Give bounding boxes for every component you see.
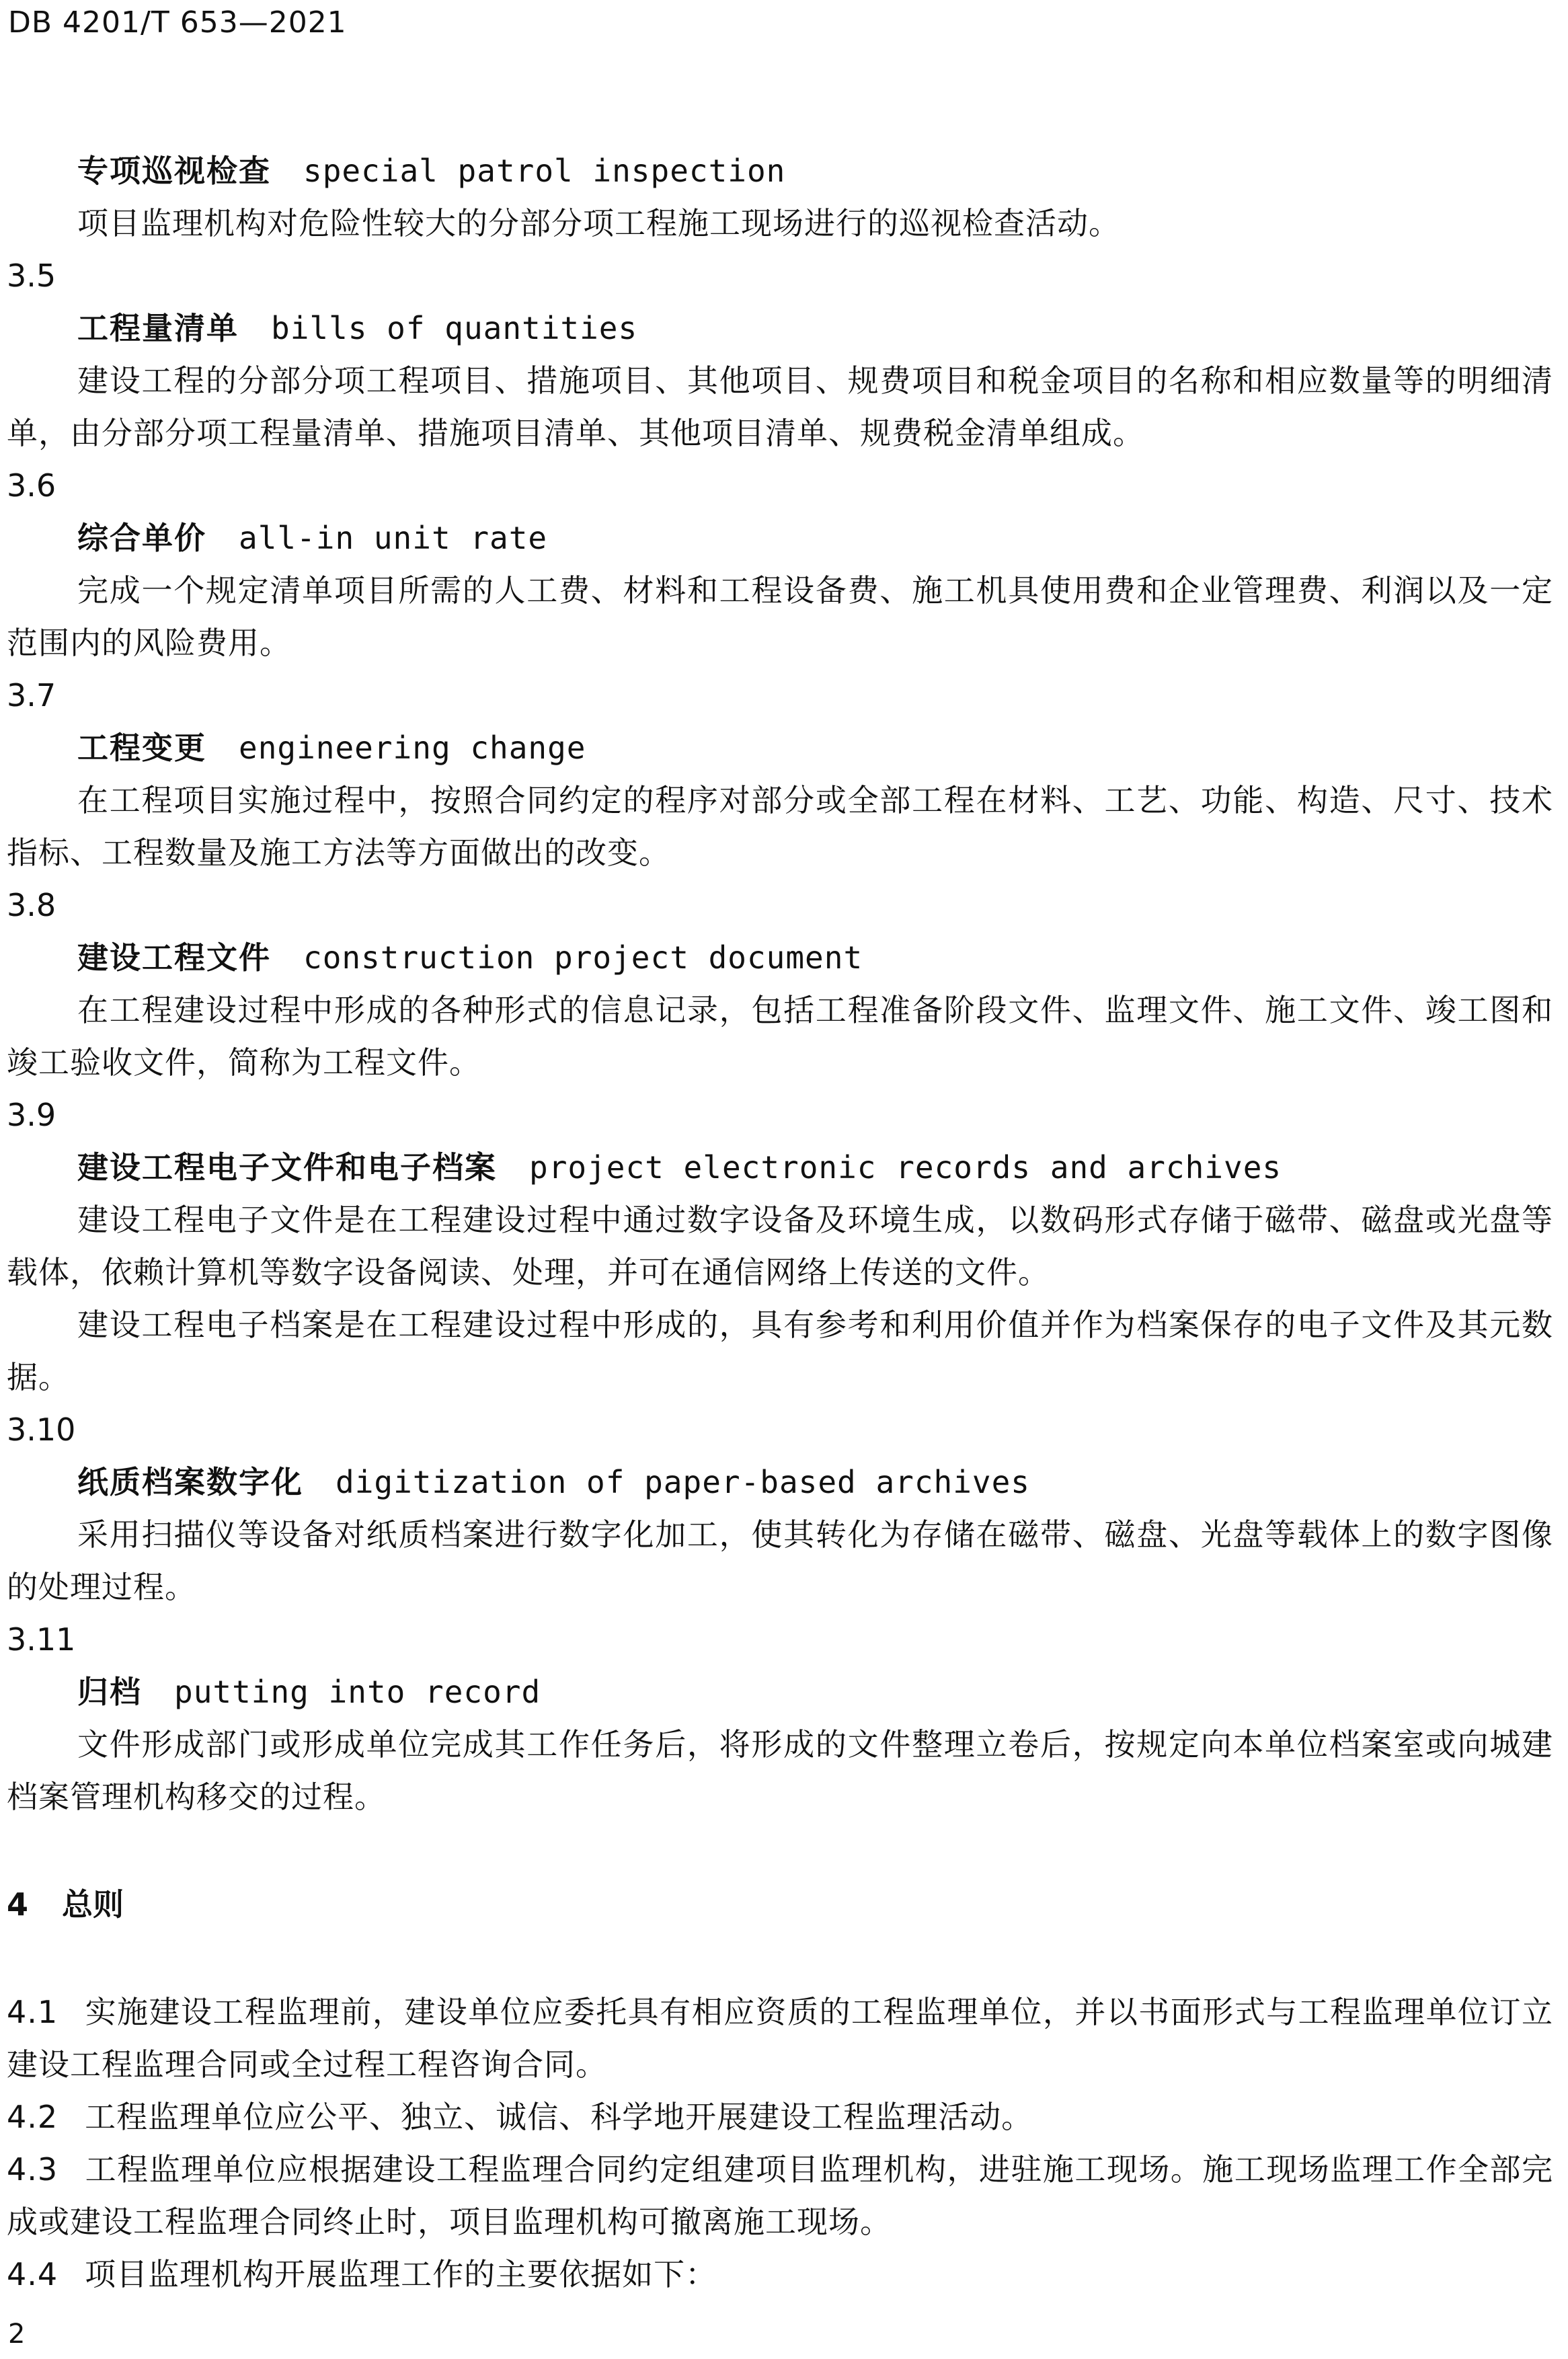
term-chinese: 建设工程电子文件和电子档案	[77, 1149, 497, 1186]
term-heading	[7, 302, 1553, 354]
term-english: engineering change	[239, 730, 586, 766]
clause-text: 工程监理单位应公平、独立、诚信、科学地开展建设工程监理活动。	[85, 2099, 1033, 2135]
term-chinese: 工程变更	[77, 730, 206, 766]
term-definition: 建设工程的分部分项工程项目、措施项目、其他项目、规费项目和税金项目的名称和相应数量等的明细清单，由分部分项工程量清单、措施项目清单、其他项目清单、规费税金清单组成。	[7, 362, 1553, 451]
term-definition: 建设工程电子档案是在工程建设过程中形成的，具有参考和利用价值并作为档案保存的电子文件及其元数据。	[7, 1307, 1553, 1395]
term-heading	[7, 1666, 1553, 1718]
chapter-title: 总则	[62, 1886, 124, 1923]
term-definition: 在工程项目实施过程中，按照合同约定的程序对部分或全部工程在材料、工艺、功能、构造、尺寸、技术指标、工程数量及施工方法等方面做出的改变。	[7, 782, 1553, 871]
term-number: 3.11	[7, 1621, 76, 1658]
term-number: 3.10	[7, 1411, 76, 1448]
term-heading	[7, 512, 1553, 564]
clause	[7, 2143, 1553, 2248]
clause-text: 项目监理机构开展监理工作的主要依据如下：	[85, 2256, 717, 2292]
clause-number: 4.3	[7, 2151, 58, 2188]
clause-number: 4.1	[7, 1994, 58, 2030]
term-heading	[7, 1141, 1553, 1194]
term-definition: 文件形成部门或形成单位完成其工作任务后，将形成的文件整理立卷后，按规定向本单位档案室或向城建档案管理机构移交的过程。	[7, 1726, 1553, 1815]
term-heading	[7, 931, 1553, 984]
document-code-header: DB 4201/T 653—2021	[8, 5, 347, 40]
clause-number: 4.2	[7, 2099, 58, 2135]
term-english: digitization of paper-based archives	[336, 1464, 1030, 1500]
clause	[7, 2248, 1553, 2300]
term-heading	[7, 1456, 1553, 1508]
term-definition: 项目监理机构对危险性较大的分部分项工程施工现场进行的巡视检查活动。	[77, 205, 1120, 241]
term-definition: 建设工程电子文件是在工程建设过程中通过数字设备及环境生成，以数码形式存储于磁带、磁盘或光盘等载体，依赖计算机等数字设备阅读、处理，并可在通信网络上传送的文件。	[7, 1202, 1553, 1290]
document-body	[7, 145, 1553, 2300]
chapter-heading	[7, 1878, 1553, 1931]
term-number: 3.6	[7, 467, 56, 504]
term-number: 3.7	[7, 677, 56, 713]
term-heading	[7, 145, 1553, 197]
term-chinese: 纸质档案数字化	[77, 1464, 303, 1500]
page-number: 2	[8, 2319, 26, 2350]
term-definition: 完成一个规定清单项目所需的人工费、材料和工程设备费、施工机具使用费和企业管理费、利润以及一定范围内的风险费用。	[7, 572, 1553, 661]
term-chinese: 专项巡视检查	[77, 153, 271, 189]
term-chinese: 归档	[77, 1674, 142, 1710]
term-chinese: 建设工程文件	[77, 939, 271, 976]
clause-text: 工程监理单位应根据建设工程监理合同约定组建项目监理机构，进驻施工现场。施工现场监理工作全部完成或建设工程监理合同终止时，项目监理机构可撤离施工现场。	[7, 2151, 1553, 2240]
term-english: all-in unit rate	[239, 520, 548, 556]
term-heading	[7, 722, 1553, 774]
chapter-number: 4	[7, 1886, 29, 1923]
term-english: project electronic records and archives	[529, 1149, 1282, 1186]
clause-number: 4.4	[7, 2256, 58, 2292]
term-chinese: 综合单价	[77, 520, 206, 556]
term-chinese: 工程量清单	[77, 310, 239, 346]
term-english: construction project document	[303, 939, 863, 976]
clause	[7, 1986, 1553, 2091]
term-number: 3.5	[7, 258, 56, 294]
term-english: bills of quantities	[271, 310, 638, 346]
term-number: 3.8	[7, 887, 56, 923]
clause-text: 实施建设工程监理前，建设单位应委托具有相应资质的工程监理单位，并以书面形式与工程监理单位订立建设工程监理合同或全过程工程咨询合同。	[7, 1994, 1553, 2083]
term-english: putting into record	[174, 1674, 541, 1710]
term-number: 3.9	[7, 1097, 56, 1133]
term-english: special patrol inspection	[303, 153, 786, 189]
term-definition: 采用扫描仪等设备对纸质档案进行数字化加工，使其转化为存储在磁带、磁盘、光盘等载体上的数字图像的处理过程。	[7, 1516, 1553, 1605]
term-definition: 在工程建设过程中形成的各种形式的信息记录，包括工程准备阶段文件、监理文件、施工文件、竣工图和竣工验收文件，简称为工程文件。	[7, 992, 1553, 1081]
clause	[7, 2091, 1553, 2143]
